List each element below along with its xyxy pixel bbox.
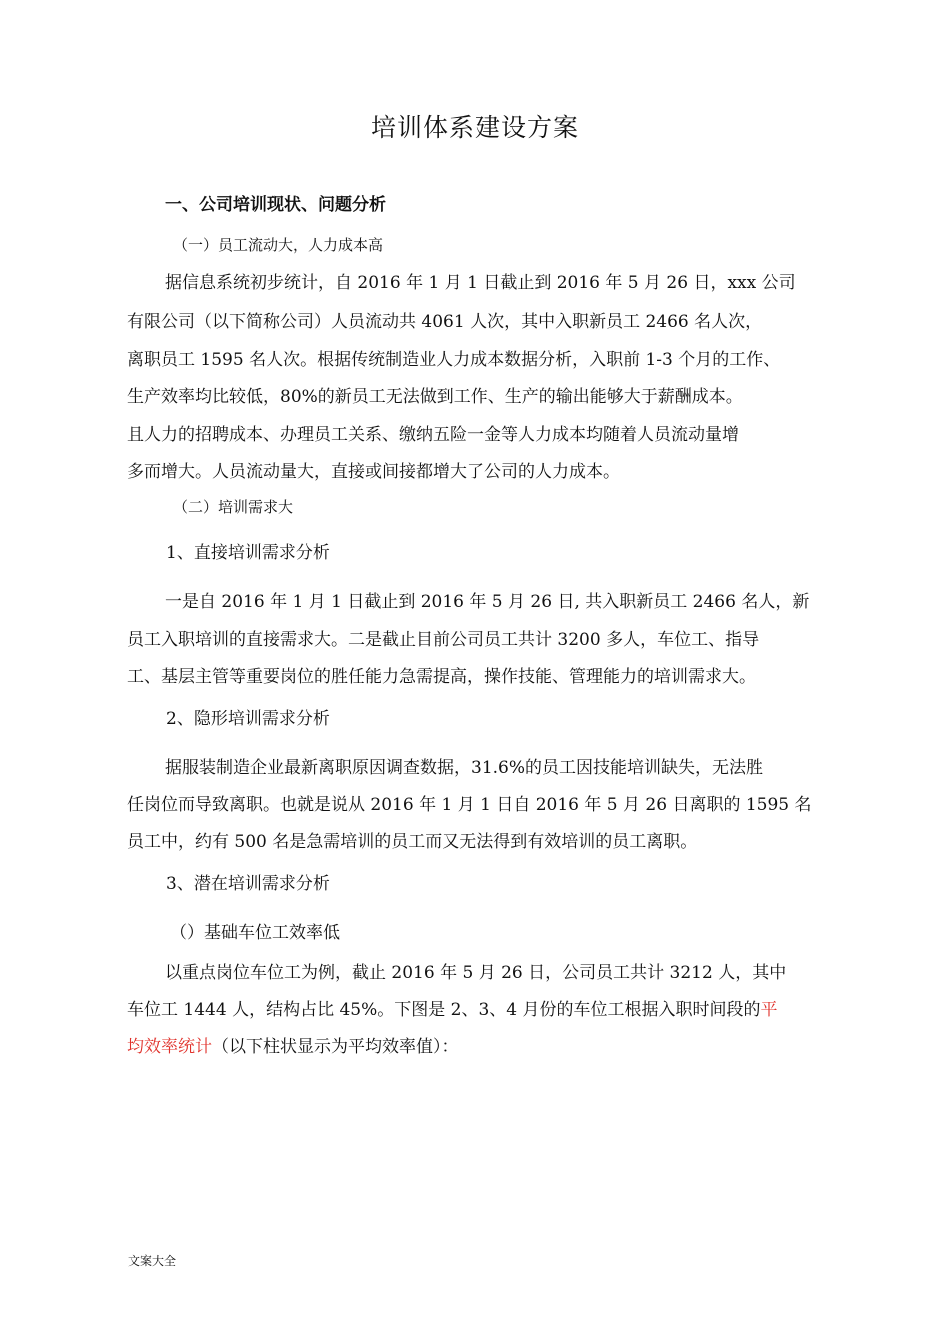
section-heading: 一、公司培训现状、问题分析 <box>165 195 386 215</box>
highlight-text: 平 <box>760 1000 778 1020</box>
subsection-heading: （二）培训需求大 <box>173 498 294 516</box>
page-footer: 文案大全 <box>128 1254 177 1268</box>
paragraph-line <box>127 1032 459 1057</box>
paragraph-line <box>127 995 778 1020</box>
paragraph-line: 有限公司（以下简称公司）人员流动共 4061 人次，其中入职新员工 2466 名人次， <box>127 312 763 332</box>
line-text: 车位工 1444 人，结构占比 45%。下图是 2、3、4 月份的车位工根据入职时间段的 <box>127 1000 761 1020</box>
subsection-heading: （一）员工流动大，人力成本高 <box>173 236 384 254</box>
paragraph-line: 员工入职培训的直接需求大。二是截止目前公司员工共计 3200 多人，车位工、指导 <box>127 630 760 650</box>
paragraph-line: 生产效率均比较低，80%的新员工无法做到工作、生产的输出能够大于薪酬成本。 <box>127 387 743 407</box>
paragraph-line: 且人力的招聘成本、办理员工关系、缴纳五险一金等人力成本均随着人员流动量增 <box>127 425 739 445</box>
paragraph-line: 任岗位而导致离职。也就是说从 2016 年 1 月 1 日自 2016 年 5 月 26 日离职的 1595 名 <box>127 795 812 815</box>
item-heading: 2、隐形培训需求分析 <box>166 709 330 729</box>
item-heading: 3、潜在培训需求分析 <box>166 874 330 894</box>
item-subheading: （）基础车位工效率低 <box>170 923 340 943</box>
paragraph-line: 多而增大。人员流动量大，直接或间接都增大了公司的人力成本。 <box>127 462 620 482</box>
document-title: 培训体系建设方案 <box>370 113 579 142</box>
highlight-text: 均效率统计 <box>127 1037 212 1057</box>
item-heading: 1、直接培训需求分析 <box>166 543 330 563</box>
line-text: （以下柱状显示为平均效率值）： <box>212 1037 459 1057</box>
paragraph-line: 据服装制造企业最新离职原因调查数据，31.6%的员工因技能培训缺失，无法胜 <box>165 758 764 778</box>
paragraph-line: 以重点岗位车位工为例，截止 2016 年 5 月 26 日，公司员工共计 3212 人，其中 <box>165 963 787 983</box>
paragraph-line: 离职员工 1595 名人次。根据传统制造业人力成本数据分析，入职前 1-3 个月的工作、 <box>127 350 781 370</box>
paragraph-line: 一是自 2016 年 1 月 1 日截止到 2016 年 5 月 26 日, 共入职新员工 2466 名人，新 <box>165 592 810 612</box>
paragraph-line: 员工中，约有 500 名是急需培训的员工而又无法得到有效培训的员工离职。 <box>127 832 698 852</box>
paragraph-line: 据信息系统初步统计，自 2016 年 1 月 1 日截止到 2016 年 5 月 26 日，xxx 公司 <box>165 273 796 293</box>
paragraph-line: 工、基层主管等重要岗位的胜任能力急需提高，操作技能、管理能力的培训需求大。 <box>127 667 756 687</box>
